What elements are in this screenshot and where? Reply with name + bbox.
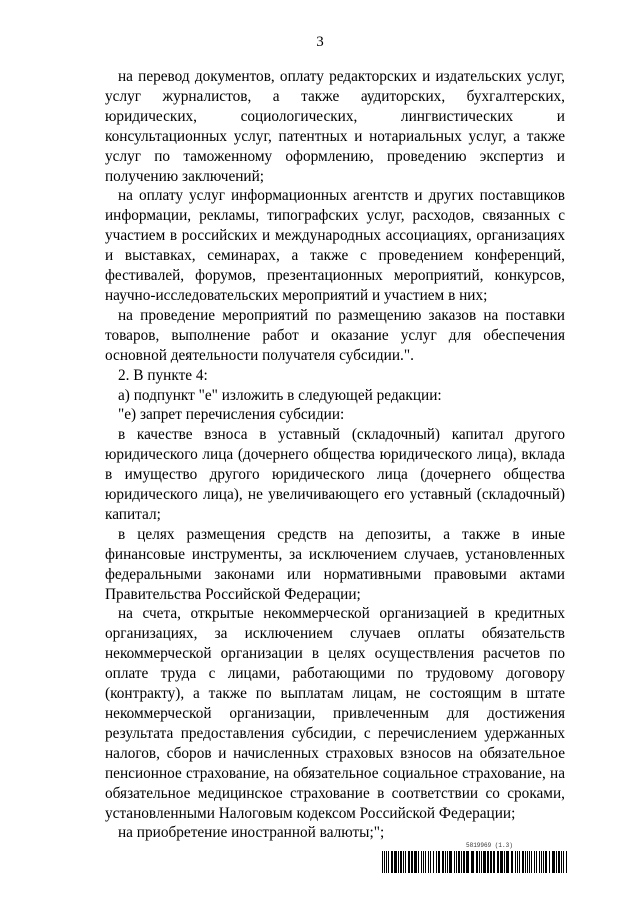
paragraph: "е) запрет перечисления субсидии: [118,406,345,424]
paragraph: на проведение мероприятий по размещению заказов на поставки товаров, выполнение работ и оказание услуг для обеспечения основной деятельности получателя субсидии.". [105,306,565,364]
paragraph: в качестве взноса в уставный (складочный) капитал другого юридического лица (дочернего общества юридического лица), вклада в имущество другого юридического лица (дочернего общества юридического лица), не увеличивающего его уставный (складочный) капитал; [105,426,565,523]
document-body [105,67,565,843]
paragraph: на счета, открытые некоммерческой организацией в кредитных организациях, за исключением случаев оплаты обязательств некоммерческой организации в целях осуществления расчетов по оплате труда с лицами, работающими по трудовому договору (контракту), а также по выплатам лицам, не состоящим в штате некоммерческой организации, привлеченным для достижения результата предоставления субсидии, с перечислением удержанных налогов, сборов и начисленных страховых взносов на обязательное пенсионное страхование, на обязательное социальное страхование, на обязательное медицинское страхование в соответствии со сроками, установленными Налоговым кодексом Российской Федерации; [105,605,565,822]
paragraph: 2. В пункте 4: [118,366,208,384]
paragraph: в целях размещения средств на депозиты, а также в иные финансовые инструменты, за исключением случаев, установленных федеральными законами или нормативными правовыми актами Правительства Российской Федерации; [105,525,565,603]
paragraph: на перевод документов, оплату редакторских и издательских услуг, услуг журналистов, а также аудиторских, бухгалтерских, юридических, социологических, лингвистических и консультационных услуг, патентных и нотариальных услуг, а также услуг по таможенному оформлению, проведению экспертиз и получению заключений; [105,68,565,185]
paragraph: а) подпункт "е" изложить в следующей редакции: [118,386,442,404]
barcode-image [382,851,567,873]
paragraph: на приобретение иностранной валюты;"; [118,824,385,842]
page-number: 3 [316,34,324,50]
document-code: 5819969 (1.3) [466,842,513,849]
paragraph: на оплату услуг информационных агентств и других поставщиков информации, рекламы, типографских услуг, расходов, связанных с участием в российских и международных ассоциациях, организациях и выставках, семинарах, а также с проведением конференций, фестивалей, форумов, презентационных мероприятий, конкурсов, научно-исследовательских мероприятий и участием в них; [105,187,565,304]
